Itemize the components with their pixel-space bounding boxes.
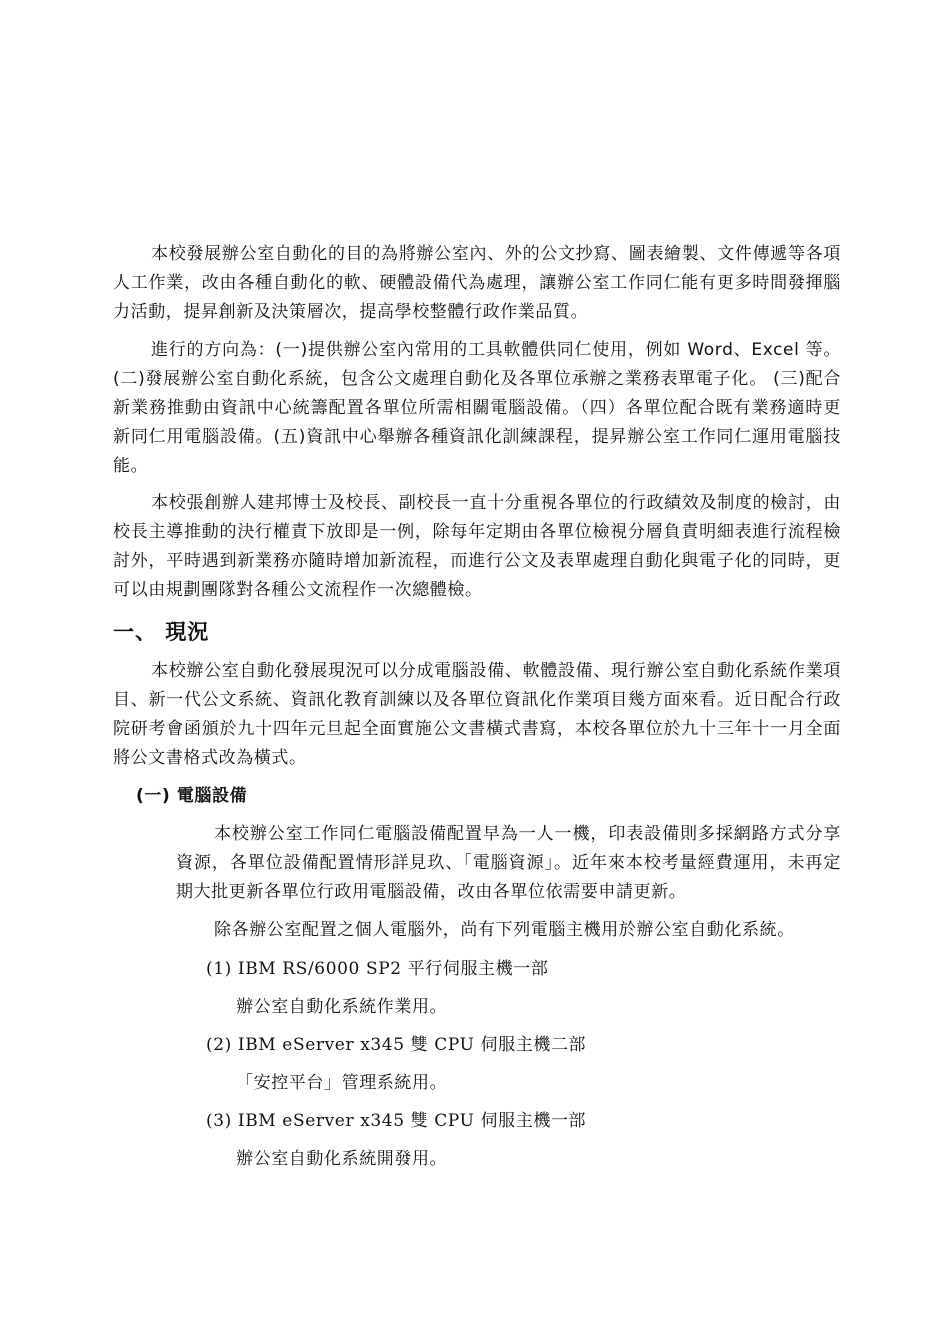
host-item-1-usage: 辦公室自動化系統作業用。: [236, 997, 448, 1017]
host-item-3-usage: 辦公室自動化系統開發用。: [236, 1149, 448, 1169]
host-item-1: [206, 955, 548, 984]
paragraph-directions: 進行的方向為：(一)提供辦公室內常用的工具軟體供同仁使用，例如 Word、Excel 等。(二)發展辦公室自動化系統，包含公文處理自動化及各單位承辦之業務表單電子化。 (三)配合新業務推動由資訊中心統籌配置各單位所需相關電腦設備。（四）各單位配合既有業務適時更新同仁用電腦設備。(五)資訊中心舉辦各種資訊化訓練課程，提昇辦公室工作同仁運用電腦技能。: [113, 340, 841, 476]
host-item-1-model: (1) IBM RS/6000 SP2: [206, 959, 408, 979]
paragraph-hosts-intro: 除各辦公室配置之個人電腦外，尚有下列電腦主機用於辦公室自動化系統。: [214, 920, 795, 940]
paragraph-purpose: 本校發展辦公室自動化的目的為將辦公室內、外的公文抄寫、圖表繪製、文件傳遞等各項人工作業，改由各種自動化的軟、硬體設備代為處理，讓辦公室工作同仁能有更多時間發揮腦力活動，提昇創新及決策層次，提高學校整體行政作業品質。: [113, 244, 841, 322]
host-item-1-desc-title: 平行伺服主機一部: [407, 959, 549, 979]
host-item-2-model: (2) IBM eServer x345: [206, 1035, 411, 1055]
host-item-3-count: 伺服主機一部: [480, 1111, 587, 1131]
paragraph-review: 本校張創辦人建邦博士及校長、副校長一直十分重視各單位的行政績效及制度的檢討，由校長主導推動的決行權責下放即是一例，除每年定期由各單位檢視分層負責明細表進行流程檢討外，平時遇到新業務亦隨時增加新流程，而進行公文及表單處理自動化與電子化的同時，更可以由規劃團隊對各種公文流程作一次總體檢。: [113, 493, 841, 600]
host-item-2-usage: 「安控平台」管理系統用。: [236, 1073, 448, 1093]
host-item-2: [206, 1031, 586, 1060]
section-heading: 一、 現況: [113, 620, 210, 644]
host-item-3: [206, 1107, 586, 1136]
paragraph-status-intro: 本校辦公室自動化發展現況可以分成電腦設備、軟體設備、現行辦公室自動化系統作業項目、新一代公文系統、資訊化教育訓練以及各單位資訊化作業項目幾方面來看。近日配合行政院研考會函頒於九十四年元旦起全面實施公文書橫式書寫，本校各單位於九十三年十一月全面將公文書格式改為橫式。: [113, 661, 841, 768]
host-item-3-model: (3) IBM eServer x345: [206, 1111, 411, 1131]
subsection-heading: (一) 電腦設備: [136, 786, 248, 806]
host-item-2-cpu: CPU: [428, 1035, 481, 1055]
host-item-3-cpu: CPU: [428, 1111, 481, 1131]
paragraph-equipment: 本校辦公室工作同仁電腦設備配置早為一人一機，印表設備則多採網路方式分享資源，各單位設備配置情形詳見玖、「電腦資源」。近年來本校考量經費運用，未再定期大批更新各單位行政用電腦設備，改由各單位依需要申請更新。: [176, 824, 841, 902]
host-item-2-count: 伺服主機二部: [480, 1035, 587, 1055]
host-item-2-dual: 雙: [410, 1035, 429, 1055]
host-item-3-dual: 雙: [410, 1111, 429, 1131]
